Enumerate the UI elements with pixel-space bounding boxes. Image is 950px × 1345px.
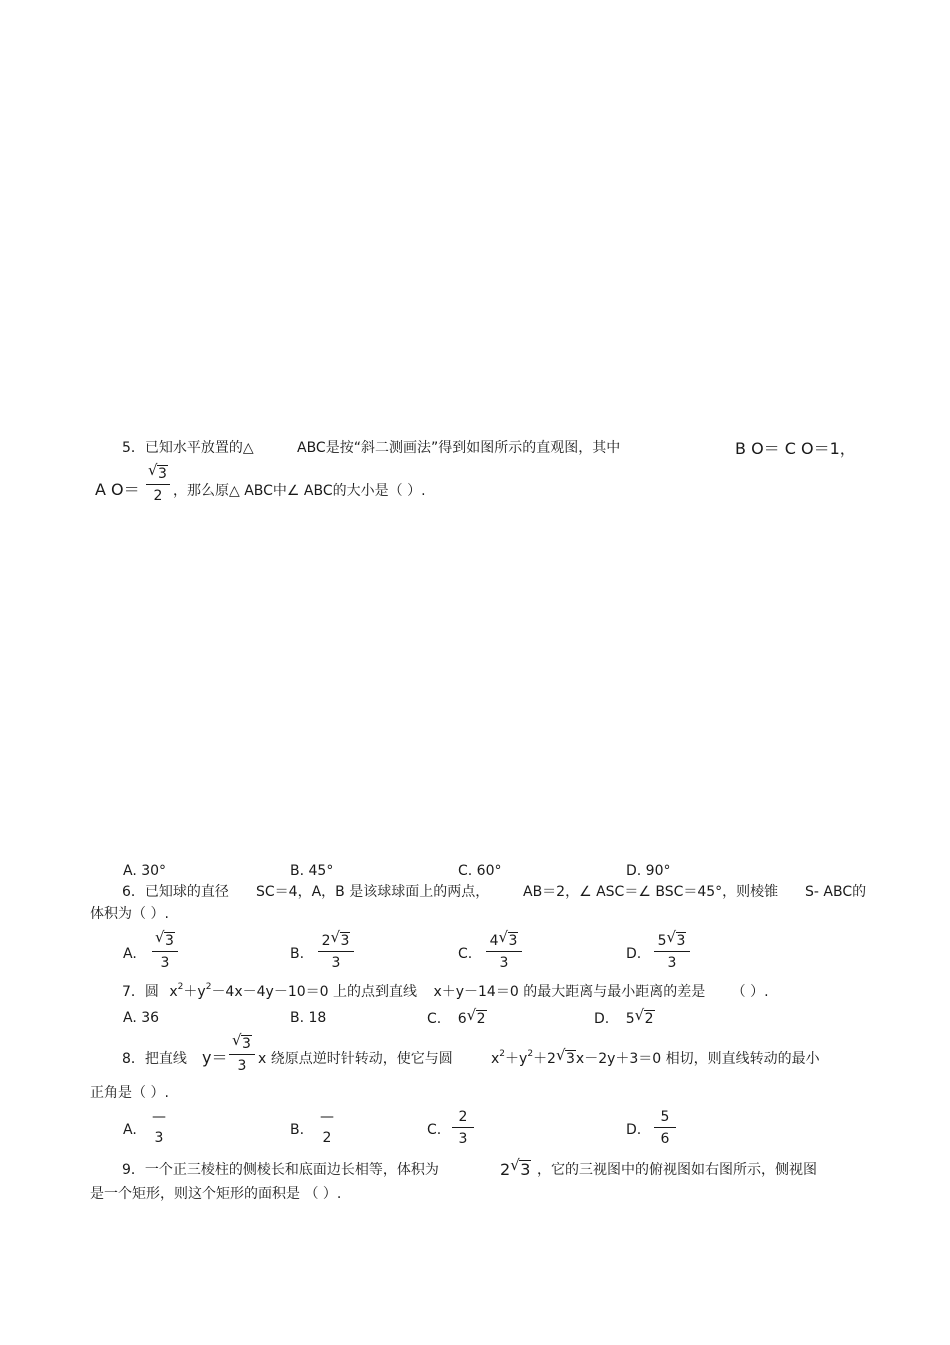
q7-option-c: C. 6 √ 2 — [427, 1006, 486, 1027]
q7-line1: 7．圆 $x^2+y^2-4x-4y-10=0$ 上的点到直线 x＋y－14＝0 的最大距离与最小距离的差是 （ ）. — [122, 982, 769, 1000]
q8-option-d-value: 5 6 — [654, 1110, 676, 1146]
q5-line2-tail: ，那么原△ ABC中∠ ABC的大小是（ ）. — [173, 483, 426, 499]
q5-option-d: D. 90° — [626, 863, 671, 879]
q5-option-c: C. 60° — [458, 863, 502, 879]
q6-option-b-value: 2 √ 3 3 — [318, 932, 354, 970]
q7-option-b: B. 18 — [290, 1010, 327, 1026]
q8-option-d-label: D. — [626, 1122, 642, 1138]
q8-line1-start: 8．把直线 — [122, 1051, 187, 1067]
q6-line1-start: 6．已知球的直径 — [122, 884, 229, 900]
q8-option-b-label: B. — [290, 1122, 305, 1138]
q8-option-c-value: 2 3 — [452, 1110, 474, 1146]
q9-line2: 是一个矩形，则这个矩形的面积是 （ ）. — [90, 1186, 342, 1202]
q6-option-d-value: 5 √ 3 3 — [654, 932, 690, 970]
q6-line1-mid2: AB＝2，∠ ASC＝∠ BSC＝45°，则棱锥 — [523, 884, 779, 900]
q6-option-a-label: A. — [123, 946, 137, 962]
q6-option-c-label: C. — [458, 946, 473, 962]
q5-line1-end: B O＝ C O＝1， — [735, 439, 856, 458]
q8-option-c-label: C. — [427, 1122, 442, 1138]
q5-option-b: B. 45° — [290, 863, 334, 879]
q8-option-a-value: — 3 — [152, 1109, 166, 1146]
q5-ao-lhs: A O＝ — [95, 480, 140, 499]
q9-volume: 2 √ 3 — [500, 1156, 531, 1179]
q8-y-eq: y＝ — [202, 1048, 228, 1067]
q8-line1-mid: x 绕原点逆时针转动，使它与圆 — [258, 1051, 453, 1067]
q6-line2: 体积为（ ）. — [90, 906, 169, 922]
q8-line2: 正角是（ ）. — [90, 1085, 169, 1101]
q5-line1-start: 5．已知水平放置的△ — [122, 440, 254, 456]
q5-line1-mid: ABC是按“斜二测画法”得到如图所示的直观图，其中 — [297, 440, 621, 456]
q7-option-a: A. 36 — [123, 1010, 160, 1026]
q6-option-c-value: 4 √ 3 3 — [486, 932, 522, 970]
q7-option-d: D. 5 √ 2 — [594, 1006, 654, 1027]
q8-option-b-value: — 2 — [320, 1109, 334, 1146]
q8-slope-fraction: √ 3 3 — [229, 1035, 255, 1073]
q9-line1-start: 9．一个正三棱柱的侧棱长和底面边长相等，体积为 — [122, 1162, 439, 1178]
q8-circle-equation: $x^2+y^2+2$ √ 3x－2y＋3＝0 相切，则直线转动的最小 — [491, 1046, 820, 1067]
q5-option-a: A. 30° — [123, 863, 167, 879]
q6-option-b-label: B. — [290, 946, 305, 962]
q9-line1-end: ，它的三视图中的俯视图如右图所示，侧视图 — [537, 1162, 817, 1178]
q8-option-a-label: A. — [123, 1122, 137, 1138]
q5-ao-fraction: √ 3 2 — [146, 465, 170, 503]
q6-line1-mid: SC＝4，A，B 是该球球面上的两点， — [256, 884, 490, 900]
q6-line1-end: S- ABC的 — [805, 884, 867, 900]
q6-option-d-label: D. — [626, 946, 642, 962]
q6-option-a-value: √ 3 3 — [152, 932, 178, 970]
